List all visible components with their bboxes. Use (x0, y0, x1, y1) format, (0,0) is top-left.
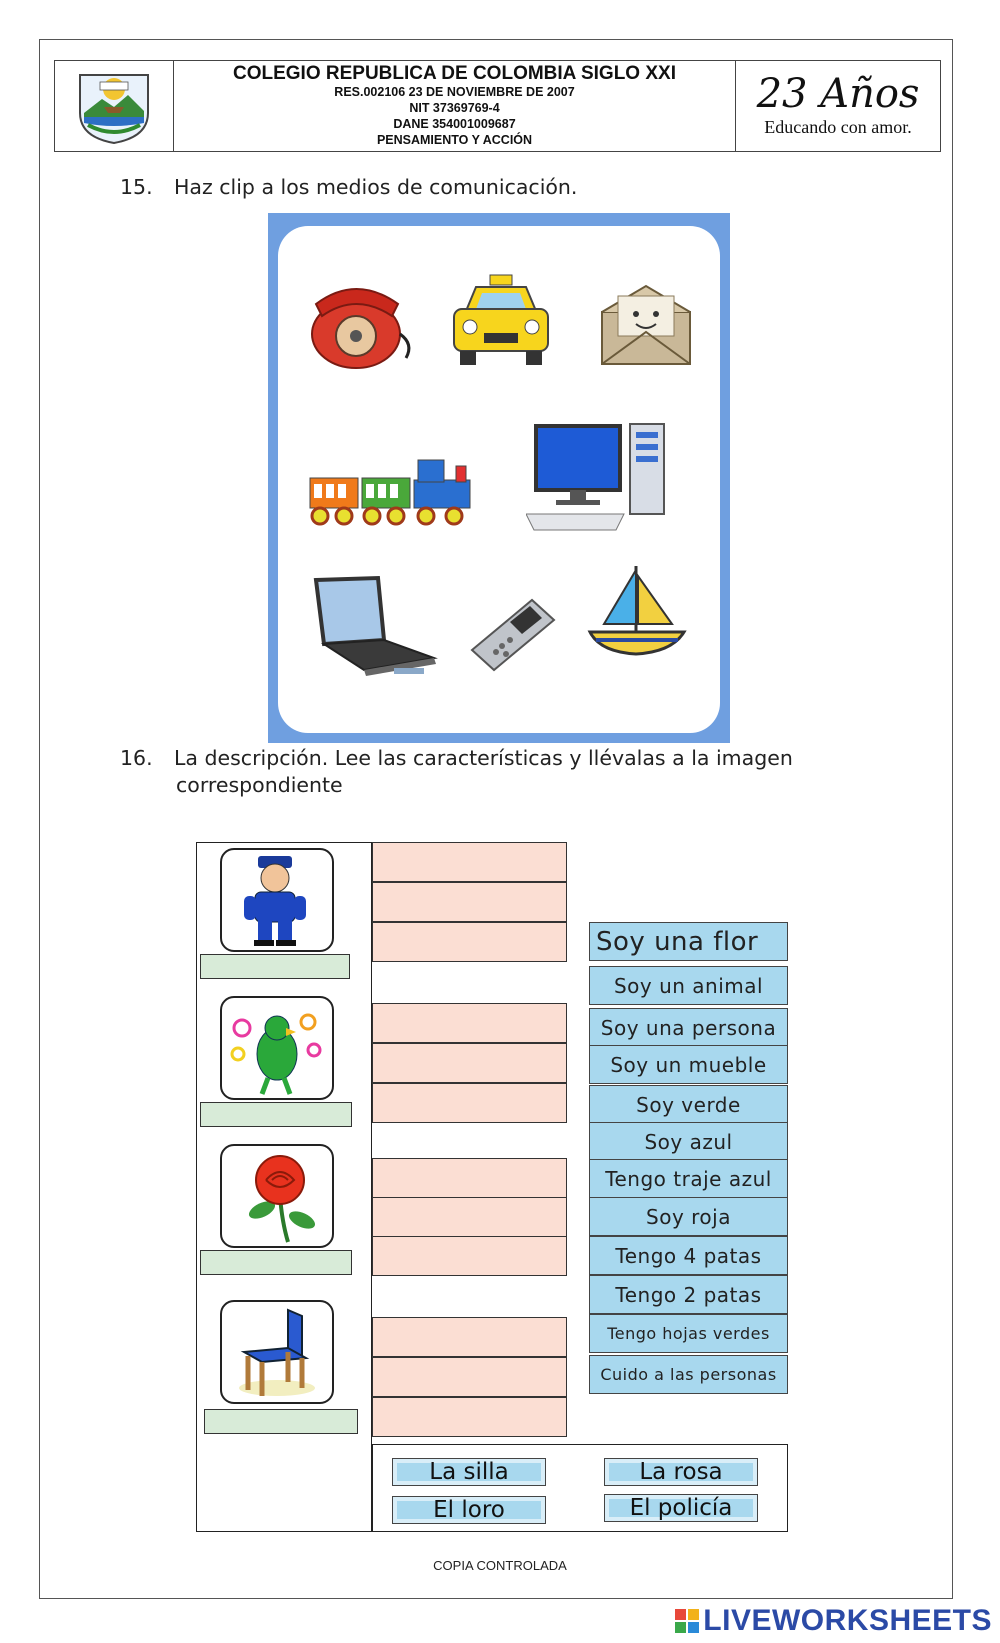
rose-icon (222, 1146, 332, 1246)
answer-slot[interactable] (372, 1003, 567, 1043)
school-header (54, 60, 941, 152)
option-soy-roja[interactable]: Soy roja (589, 1197, 788, 1236)
answer-slot[interactable] (372, 882, 567, 922)
question-15-text: Haz clip a los medios de comunicación. (174, 175, 578, 199)
name-la-silla[interactable]: La silla (392, 1458, 546, 1486)
answer-slot[interactable] (372, 1158, 567, 1198)
anniversary-badge (736, 61, 940, 151)
sailboat-icon[interactable] (582, 562, 692, 666)
train-icon[interactable] (306, 454, 486, 538)
school-info (174, 61, 736, 151)
liveworksheets-text: LIVEWORKSHEETS (703, 1604, 992, 1637)
communication-images-panel (268, 213, 730, 743)
liveworksheets-logo[interactable] (675, 1604, 992, 1638)
parrot-picture (220, 996, 334, 1100)
question-15 (120, 175, 577, 199)
name-la-rosa[interactable]: La rosa (604, 1458, 758, 1486)
telephone-icon[interactable] (306, 274, 416, 378)
option-tengo-2-patas[interactable]: Tengo 2 patas (589, 1275, 788, 1314)
option-soy-un-mueble[interactable]: Soy un mueble (589, 1045, 788, 1084)
answer-slot[interactable] (372, 1197, 567, 1237)
rose-picture (220, 1144, 334, 1248)
taxi-icon[interactable] (446, 271, 556, 375)
option-soy-un-animal[interactable]: Soy un animal (589, 966, 788, 1005)
question-16-number: 16. (120, 746, 153, 770)
motto: Educando con amor. (764, 117, 912, 137)
answer-slot[interactable] (372, 1397, 567, 1437)
answer-slot[interactable] (372, 1043, 567, 1083)
footer-note: COPIA CONTROLADA (433, 1558, 567, 1573)
option-soy-una-flor[interactable]: Soy una flor (589, 922, 788, 961)
question-16-text: La descripción. Lee las características y llévalas a la imagen (174, 746, 793, 770)
school-name: COLEGIO REPUBLICA DE COLOMBIA SIGLO XXI (232, 63, 676, 84)
answer-slot[interactable] (372, 1317, 567, 1357)
resolution: RES.002106 23 DE NOVIEMBRE DE 2007 (334, 85, 575, 99)
parrot-shelf (200, 1102, 352, 1127)
nit: NIT 37369769-4 (409, 101, 500, 115)
answer-slot[interactable] (372, 1236, 567, 1276)
anniversary-years: 23 Años (756, 71, 920, 117)
option-soy-azul[interactable]: Soy azul (589, 1122, 788, 1161)
answer-slot[interactable] (372, 842, 567, 882)
rose-shelf (200, 1250, 352, 1275)
option-tengo-traje-azul[interactable]: Tengo traje azul (589, 1159, 788, 1198)
policeman-icon (222, 850, 332, 950)
question-15-number: 15. (120, 175, 153, 199)
name-el-policia[interactable]: El policía (604, 1494, 758, 1522)
question-16-continuation: correspondiente (176, 773, 343, 797)
answer-slot[interactable] (372, 1083, 567, 1123)
policeman-shelf (200, 954, 350, 979)
cellphone-icon[interactable] (462, 594, 562, 678)
dane: DANE 354001009687 (393, 117, 516, 131)
question-16 (120, 746, 793, 770)
answer-slot[interactable] (372, 1357, 567, 1397)
laptop-icon[interactable] (304, 574, 444, 688)
option-cuido-a-las-personas[interactable]: Cuido a las personas (589, 1355, 788, 1394)
chair-shelf (204, 1409, 358, 1434)
letter-icon[interactable] (596, 282, 696, 376)
liveworksheets-icon (675, 1609, 699, 1633)
policeman-picture (220, 848, 334, 952)
option-soy-verde[interactable]: Soy verde (589, 1085, 788, 1124)
computer-icon[interactable] (526, 422, 676, 541)
chair-picture (220, 1300, 334, 1404)
option-tengo-4-patas[interactable]: Tengo 4 patas (589, 1236, 788, 1275)
answer-slot[interactable] (372, 922, 567, 962)
parrot-icon (222, 998, 332, 1098)
option-tengo-hojas-verdes[interactable]: Tengo hojas verdes (589, 1314, 788, 1353)
slogan: PENSAMIENTO Y ACCIÓN (376, 133, 533, 147)
name-el-loro[interactable]: El loro (392, 1496, 546, 1524)
school-logo (55, 61, 174, 151)
option-soy-una-persona[interactable]: Soy una persona (589, 1008, 788, 1047)
chair-icon (222, 1302, 332, 1402)
